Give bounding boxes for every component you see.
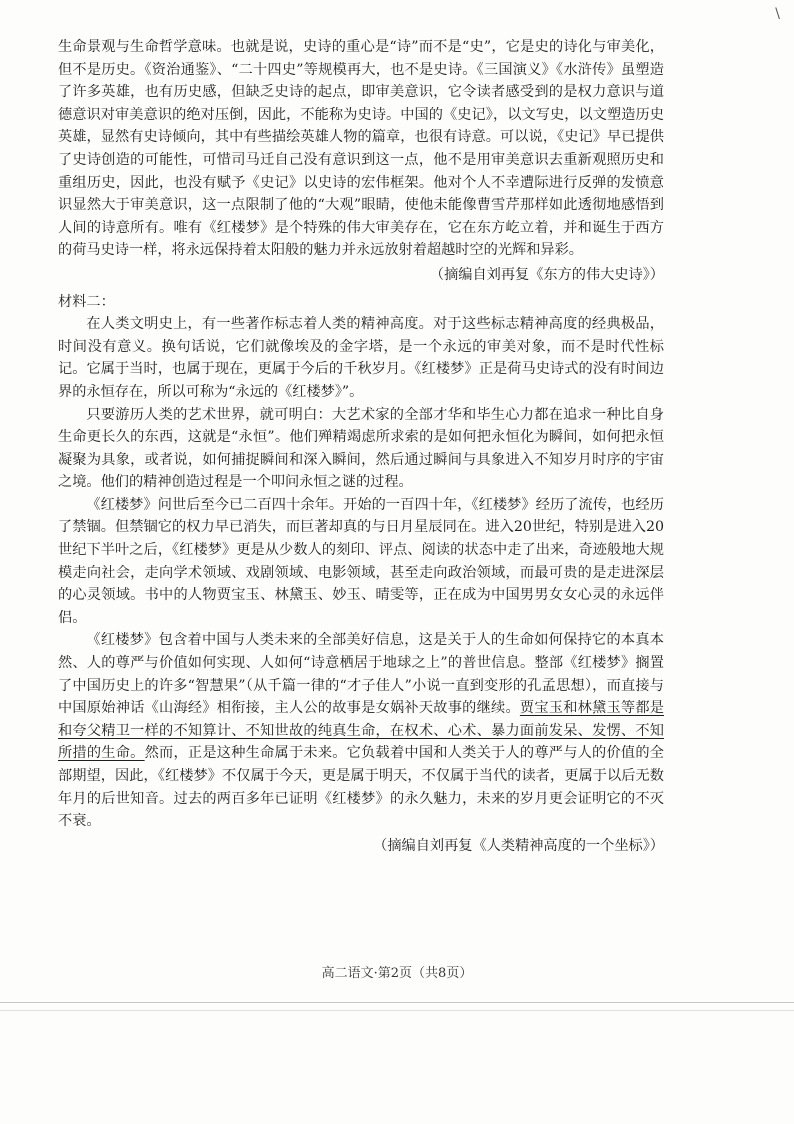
underlined-sentence: 贾宝玉和林黛玉等都是和夸父精卫一样的不知算计、不知世故的纯真生命，在权术、心术、暴力面前发呆、发愣、不知所措的生命。 [58,700,664,762]
paragraph-4: 《红楼梦》问世后至今已二百四十余年。开始的一百四十年，《红楼梦》经历了流传，也经历了禁锢。但禁锢它的权力早已消失，而巨著却真的与日月星辰同在。进入20世纪，特别是进入20世纪下半叶之后，《红楼梦》更是从少数人的刻印、评点、阅读的状态中走了出来，奇迹般地大规模走向社会，走向学术领域、戏剧领域、电影领域，甚至走向政治领域，而最可贵的是走进深层的心灵领域。书中的人物贾宝玉、林黛玉、妙玉、晴雯等，正在成为中国男男女女心灵的永远伴侣。 [58,496,664,626]
paragraph-5-part-b: 然而，正是这种生命属于未来。它负载着中国和人类关于人的尊严与人的价值的全部期望，因此，《红楼梦》不仅属于今天，更是属于明天，不仅属于当代的读者，更属于以后无数年月的后世知音。过去的两百多年已证明《红楼梦》的永久魅力，未来的岁月更会证明它的不灭不衰。 [58,745,664,830]
scan-edge-line [0,1002,794,1003]
paragraph-2: 在人类文明史上，有一些著作标志着人类的精神高度。对于这些标志精神高度的经典极品，时间没有意义。换句话说，它们就像埃及的金字塔，是一个永远的审美对象，而不是时代性标记。它属于当时，也属于现在，更属于今后的千秋岁月。《红楼梦》正是荷马史诗式的没有时间边界的永恒存在，所以可称为“永远的《红楼梦》”。 [58,316,664,400]
page-footer: 高二语文·第2页（共8页） [321,966,473,981]
source-citation-1: （摘编自刘再复《东方的伟大史诗》） [429,266,664,283]
paragraph-5-part-a: 《红楼梦》包含着中国与人类未来的全部美好信息，这是关于人的生命如何保持它的本真本然、人的尊严与价值如何实现、人如何“诗意栖居于地球之上”的普世信息。整部《红楼梦》搁置了中国历史上的许多“智慧果”（从千篇一律的“才子佳人”小说一直到变形的孔孟思想），而直接与中国原始神话《山海经》相衔接，主人公的故事是女娲补天故事的继续。 [58,632,664,717]
paragraph-1: 生命景观与生命哲学意味。也就是说，史诗的重心是“诗”而不是“史”，它是史的诗化与审美化，但不是历史。《资治通鉴》、“二十四史”等规模再大，也不是史诗。《三国演义》《水浒传》虽塑造了许多英雄，也有历史感，但缺乏史诗的起点，即审美意识，它令读者感受到的是权力意识与道德意识对审美意识的绝对压倒，因此，不能称为史诗。中国的《史记》，以文写史，以文塑造历史英雄，显然有史诗倾向，其中有些描绘英雄人物的篇章，也很有诗意。可以说，《史记》早已提供了史诗创造的可能性，可惜司马迁自己没有意识到这一点，他不是用审美意识去重新观照历史和重组历史，因此，也没有赋予《史记》以史诗的宏伟框架。他对个人不幸遭际进行反弹的发愤意识显然大于审美意识，这一点限制了他的“大观”眼睛，使他未能像曹雪芹那样如此透彻地感悟到人间的诗意所有。唯有《红楼梦》是个特殊的伟大审美存在，它在东方屹立着，并和诞生于西方的荷马史诗一样，将永远保持着太阳般的魅力并永远放射着超越时空的光辉和异彩。 [58,39,664,259]
paragraph-5 [58,629,664,832]
corner-mark: \ [775,6,780,22]
paragraph-3: 只要游历人类的艺术世界，就可明白：大艺术家的全部才华和毕生心力都在追求一种比自身生命更长久的东西，这就是“永恒”。他们殚精竭虑所求索的是如何把永恒化为瞬间，如何把永恒凝聚为具象，或者说，如何捕捉瞬间和深入瞬间，然后通过瞬间与具象进入不知岁月时序的宇宙之境。他们的精神创造过程是一个叩问永恒之谜的过程。 [58,406,664,491]
page-content [58,36,664,861]
scan-edge-line-2 [0,1010,794,1011]
source-citation-2: （摘编自刘再复《人类精神高度的一个坐标》） [373,837,664,854]
material-2-label: 材料二： [58,293,115,310]
